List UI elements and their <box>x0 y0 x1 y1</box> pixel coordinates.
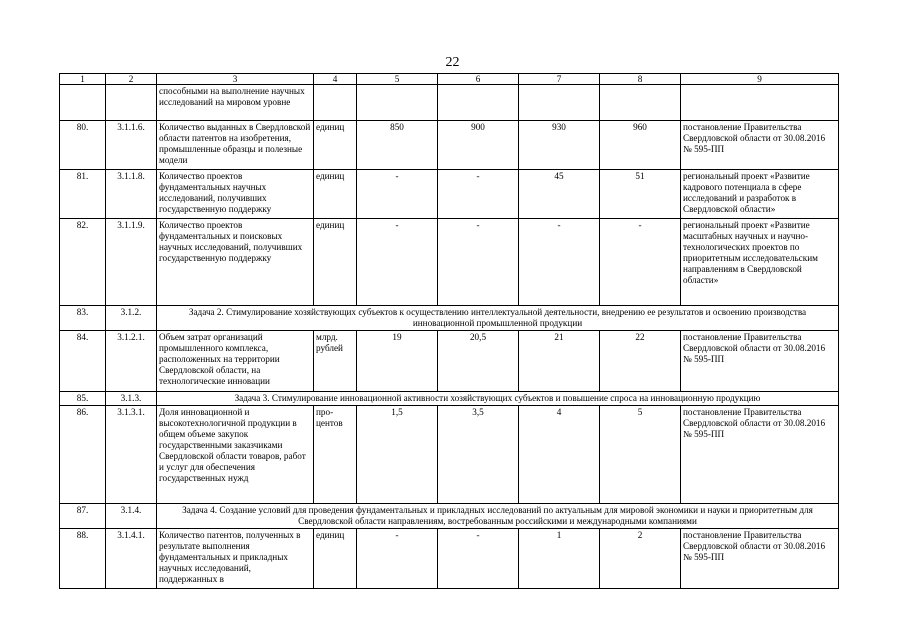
value-col6: 3,5 <box>438 406 519 504</box>
value-col8: 960 <box>600 121 681 170</box>
row-number: 87. <box>60 504 106 529</box>
source: региональный проект «Развитие масштабных научных и научно-технологических проектов по приоритетным исследовательским направлениям в Свердловской области» <box>681 219 839 306</box>
value-col8: 5 <box>600 406 681 504</box>
unit: единиц <box>314 170 357 219</box>
value-col8: - <box>600 219 681 306</box>
value-col6: - <box>438 170 519 219</box>
row-number: 88. <box>60 529 106 589</box>
value-col7: 21 <box>519 331 600 392</box>
source: постановление Правительства Свердловской области от 30.08.2016 № 595-ПП <box>681 331 839 392</box>
indicator-name: Доля инновационной и высокотехнологичной продукции в общем объеме закупок государственными заказчиками Свердловской области товаров, работ и услуг для обеспечения государственных нужд <box>157 406 314 504</box>
row-code: 3.1.1.8. <box>106 170 157 219</box>
row-code: 3.1.1.6. <box>106 121 157 170</box>
value-col5: - <box>357 529 438 589</box>
value-col7: 45 <box>519 170 600 219</box>
indicator-name: Количество проектов фундаментальных и поисковых научных исследований, получивших государственную поддержку <box>157 219 314 306</box>
value-col8: 51 <box>600 170 681 219</box>
task-row <box>60 306 839 331</box>
value-col5 <box>357 85 438 121</box>
value-col7: 4 <box>519 406 600 504</box>
value-col8: 22 <box>600 331 681 392</box>
source: постановление Правительства Свердловской области от 30.08.2016 № 595-ПП <box>681 529 839 589</box>
row-code: 3.1.2. <box>106 306 157 331</box>
value-col6 <box>438 85 519 121</box>
row-number: 81. <box>60 170 106 219</box>
value-col7 <box>519 85 600 121</box>
row-number: 85. <box>60 392 106 406</box>
value-col8: 2 <box>600 529 681 589</box>
value-col5: 1,5 <box>357 406 438 504</box>
table-row <box>60 121 839 170</box>
task-title: Задача 2. Стимулирование хозяйствующих субъектов к осуществлению интеллектуальной деятельности, внедрению ее результатов и освоению производства инновационной промышленной продукции <box>157 306 839 331</box>
row-code: 3.1.4. <box>106 504 157 529</box>
indicator-name: Количество патентов, полученных в результате выполнения фундаментальных и прикладных научных исследований, поддержанных в <box>157 529 314 589</box>
value-col5: 850 <box>357 121 438 170</box>
column-header: 4 <box>314 74 357 85</box>
page-number: 22 <box>445 55 460 70</box>
table-row <box>60 529 839 589</box>
value-col7: 930 <box>519 121 600 170</box>
unit: млрд. рублей <box>314 331 357 392</box>
value-col6: - <box>438 529 519 589</box>
table-row <box>60 331 839 392</box>
column-header: 6 <box>438 74 519 85</box>
task-title: Задача 4. Создание условий для проведения фундаментальных и прикладных исследований по актуальным для мировой экономики и науки и приоритетным для Свердловской области направлениям, востребованным российскими и международными компаниями <box>157 504 839 529</box>
indicators-table <box>59 73 839 589</box>
unit: единиц <box>314 219 357 306</box>
unit <box>314 85 357 121</box>
row-code: 3.1.3.1. <box>106 406 157 504</box>
table-row <box>60 219 839 306</box>
value-col8 <box>600 85 681 121</box>
indicator-name: Количество проектов фундаментальных научных исследований, получивших государственную поддержку <box>157 170 314 219</box>
value-col6: - <box>438 219 519 306</box>
row-number <box>60 85 106 121</box>
row-code: 3.1.4.1. <box>106 529 157 589</box>
row-code: 3.1.1.9. <box>106 219 157 306</box>
task-row <box>60 392 839 406</box>
row-code <box>106 85 157 121</box>
row-number: 82. <box>60 219 106 306</box>
task-row <box>60 504 839 529</box>
row-code: 3.1.3. <box>106 392 157 406</box>
column-header: 8 <box>600 74 681 85</box>
column-header: 9 <box>681 74 839 85</box>
value-col6: 20,5 <box>438 331 519 392</box>
source: региональный проект «Развитие кадрового потенциала в сфере исследований и разработок в Свердловской области» <box>681 170 839 219</box>
indicator-name: способными на выполнение научных исследований на мировом уровне <box>157 85 314 121</box>
task-title: Задача 3. Стимулирование инновационной активности хозяйствующих субъектов и повышение спроса на инновационную продукцию <box>157 392 839 406</box>
column-header: 2 <box>106 74 157 85</box>
source: постановление Правительства Свердловской области от 30.08.2016 № 595-ПП <box>681 121 839 170</box>
value-col5: 19 <box>357 331 438 392</box>
unit: единиц <box>314 121 357 170</box>
value-col7: 1 <box>519 529 600 589</box>
value-col5: - <box>357 170 438 219</box>
row-number: 86. <box>60 406 106 504</box>
unit: единиц <box>314 529 357 589</box>
value-col7: - <box>519 219 600 306</box>
table-header-row <box>60 74 839 85</box>
value-col6: 900 <box>438 121 519 170</box>
source: постановление Правительства Свердловской области от 30.08.2016 № 595-ПП <box>681 406 839 504</box>
column-header: 7 <box>519 74 600 85</box>
indicator-name: Объем затрат организаций промышленного комплекса, расположенных на территории Свердловской области, на технологические инновации <box>157 331 314 392</box>
source <box>681 85 839 121</box>
column-header: 3 <box>157 74 314 85</box>
row-number: 83. <box>60 306 106 331</box>
table-row <box>60 85 839 121</box>
row-number: 80. <box>60 121 106 170</box>
row-code: 3.1.2.1. <box>106 331 157 392</box>
column-header: 1 <box>60 74 106 85</box>
table-row <box>60 406 839 504</box>
row-number: 84. <box>60 331 106 392</box>
table-row <box>60 170 839 219</box>
unit: про-центов <box>314 406 357 504</box>
value-col5: - <box>357 219 438 306</box>
indicator-name: Количество выданных в Свердловской области патентов на изобретения, промышленные образцы и полезные модели <box>157 121 314 170</box>
column-header: 5 <box>357 74 438 85</box>
